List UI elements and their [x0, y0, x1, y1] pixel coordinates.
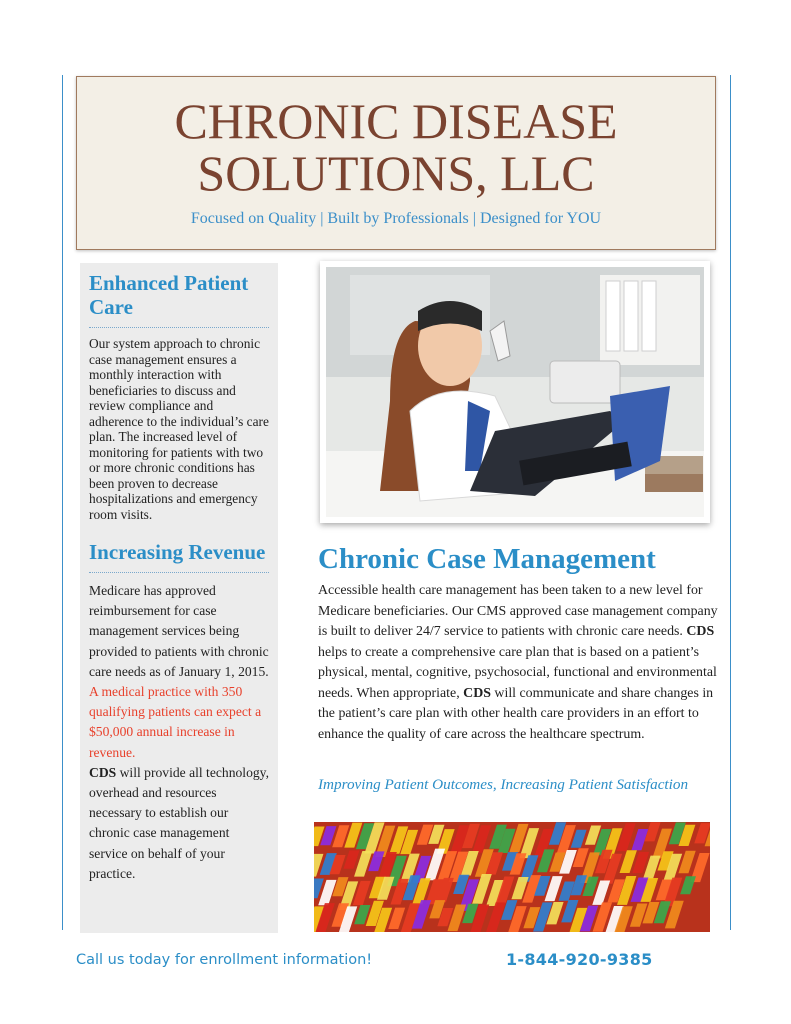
footer-cta: Call us today for enrollment information! [76, 952, 373, 968]
title-line-1: CHRONIC DISEASE [174, 93, 618, 149]
main-body-part-1: Accessible health care management has been taken to a new level for Medicare beneficiaries. Our CMS approved case management company is built to deliver 24/7 service to patients with chronic care needs. [318, 583, 718, 639]
main-body-part-3: will communicate and share changes in the patient’s care plan with other health care providers in an effort to enhance the quality of care across the healthcare spectrum. [318, 685, 714, 742]
divider [89, 327, 269, 328]
file-folders-image [314, 822, 710, 932]
doctor-photo [320, 261, 710, 523]
brand-cds: CDS [686, 624, 715, 639]
sidebar-heading-revenue: Increasing Revenue [89, 540, 266, 564]
sidebar-patient-care-text: Our system approach to chronic case management ensures a monthly interaction with beneficiaries to discuss and review compliance and adherence to the individual’s care plan. The increased level of monitoring for patients with two or more chronic conditions has been proven to decrease hospitalizations and emergency room visits. [89, 336, 269, 522]
brand-cds: CDS [463, 685, 491, 701]
company-title [77, 77, 715, 199]
divider [89, 572, 269, 573]
sidebar-revenue-text [89, 581, 269, 884]
header-banner [76, 76, 716, 250]
sidebar-heading-patient-care: Enhanced Patient Care [89, 271, 249, 319]
main-tagline: Improving Patient Outcomes, Increasing Patient Satisfaction [318, 776, 689, 793]
footer-phone[interactable]: 1-844-920-9385 [506, 950, 653, 969]
right-rule [730, 75, 731, 930]
revenue-text-start: Medicare has approved reimbursement for case management services being provided to patients with chronic care needs as of January 1, 2015. [89, 583, 269, 679]
main-title: Chronic Case Management [318, 543, 656, 575]
left-rule [62, 75, 63, 930]
brand-cds: CDS [89, 764, 117, 780]
main-body-part-2: helps to create a comprehensive care plan that is based on a patient’s physical, mental, cognitive, psychosocial, functional and environmental needs. When appropriate, [318, 644, 717, 701]
sidebar [80, 263, 278, 933]
header-tagline: Focused on Quality | Built by Professionals | Designed for YOU [190, 210, 602, 227]
revenue-highlight: A medical practice with 350 qualifying patients can expect a $50,000 annual increase in revenue. [89, 684, 262, 760]
title-line-2: SOLUTIONS, LLC [197, 145, 595, 201]
main-body-text [318, 581, 720, 745]
revenue-text-end: will provide all technology, overhead and resources necessary to establish our chronic case management service on behalf of your practice. [89, 764, 269, 881]
